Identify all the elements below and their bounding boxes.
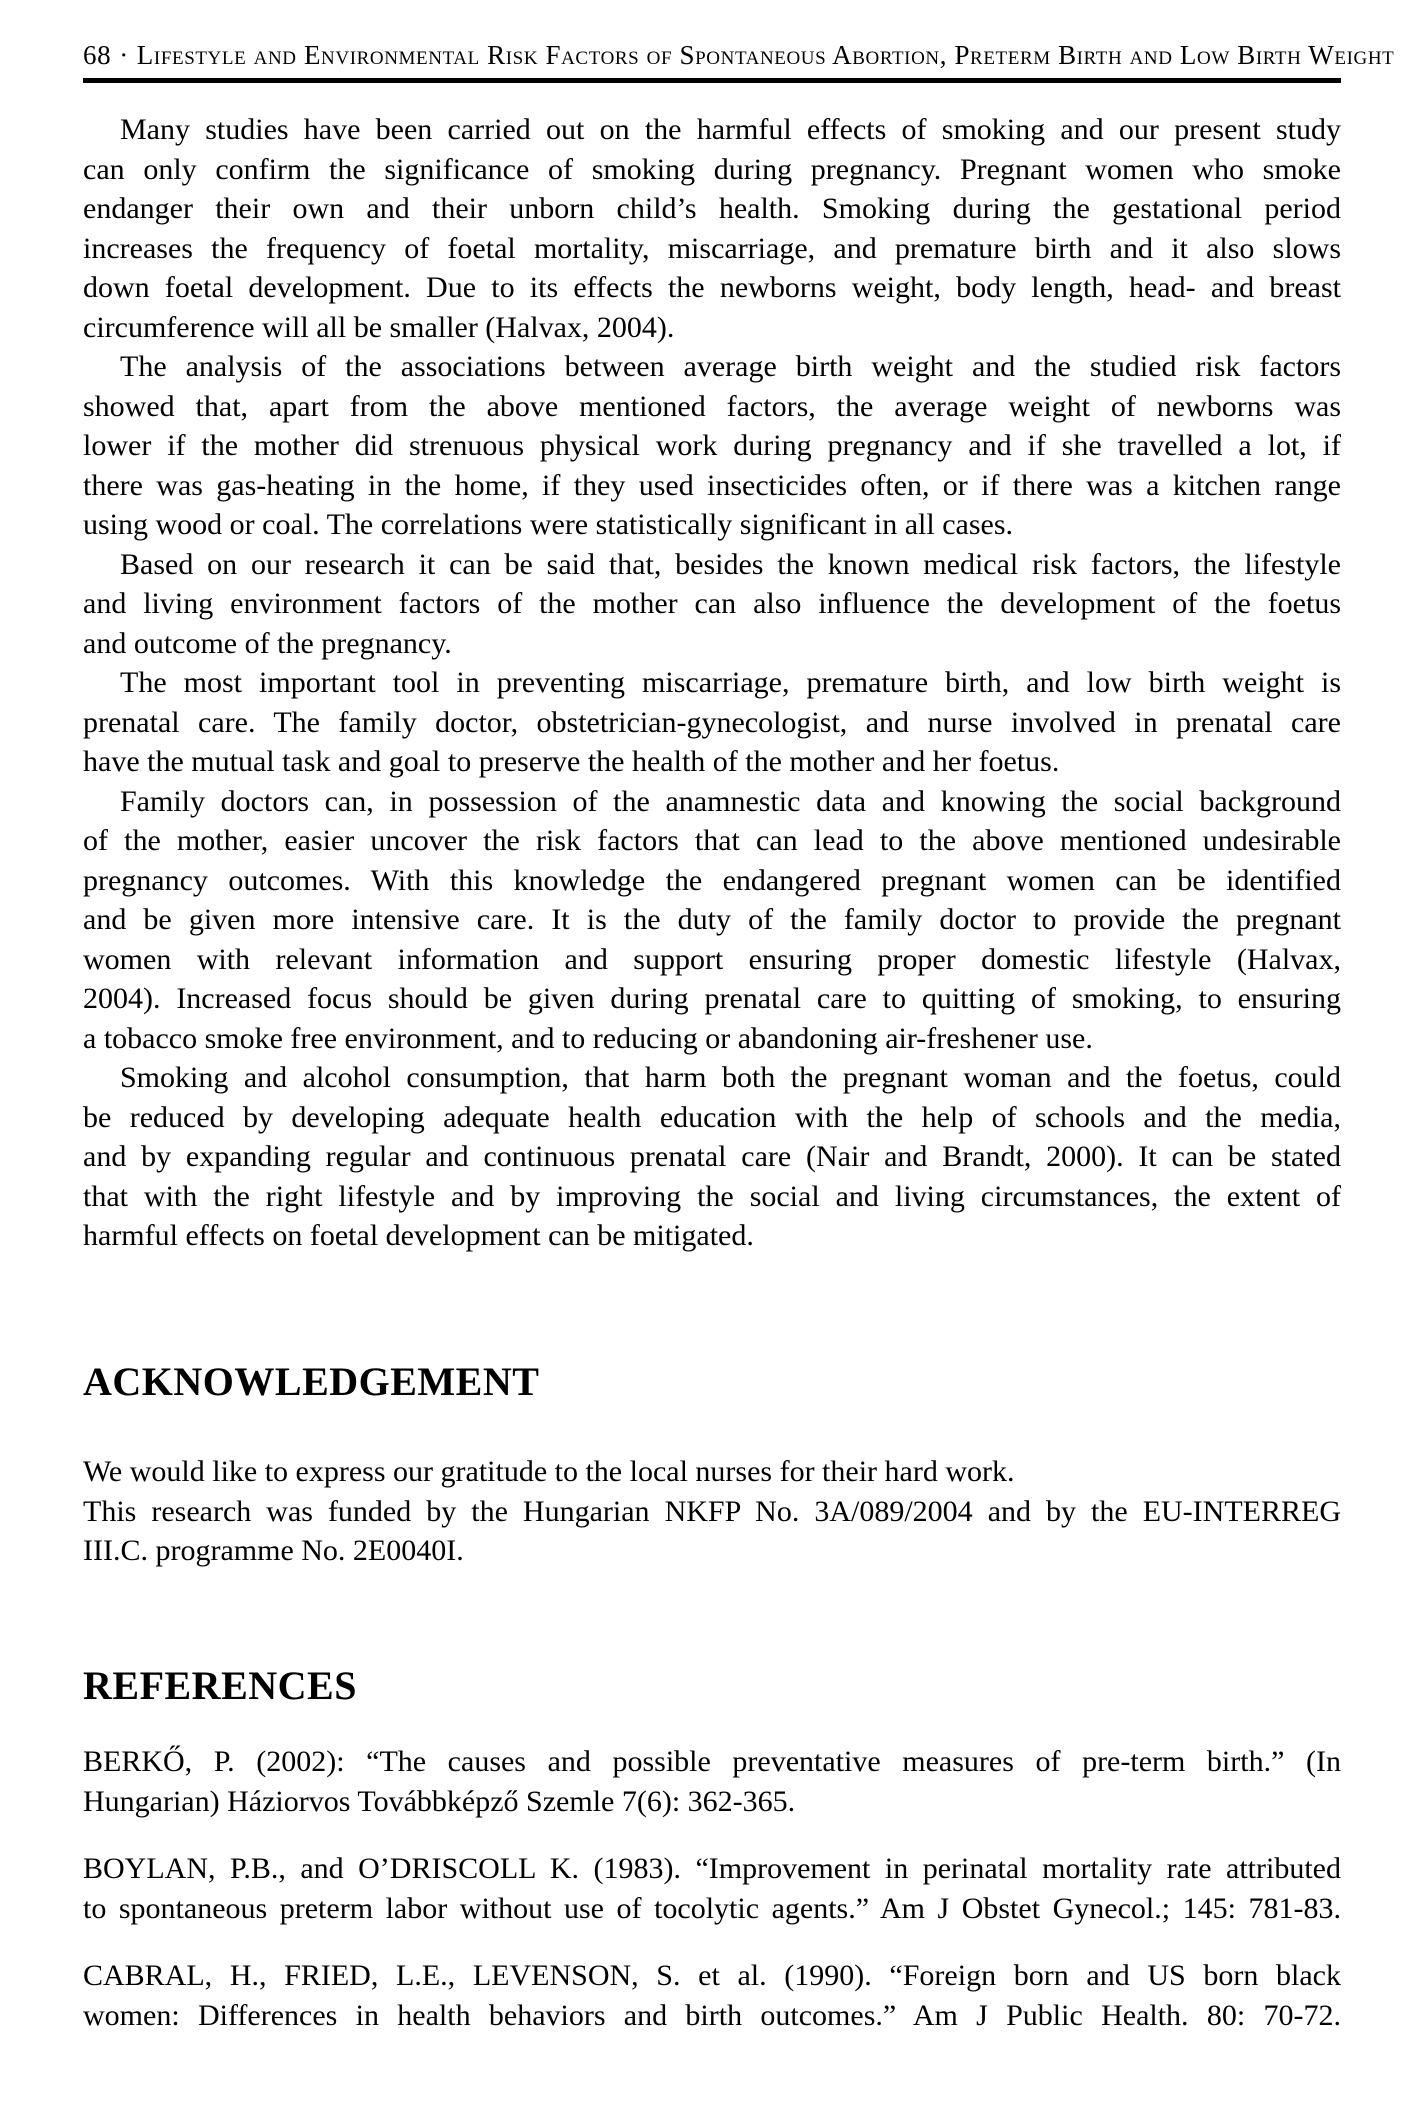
text-line: can only confirm the significance of smoking during pregnancy. Pregnant women who smoke [83, 152, 1341, 186]
text-line: pregnancy outcomes. With this knowledge the endangered pregnant women can be identified [83, 863, 1341, 897]
text-line: and outcome of the pregnancy. [83, 626, 452, 660]
acknowledgement-text [83, 1452, 1341, 1571]
references-heading: REFERENCES [83, 1663, 357, 1708]
text-line: circumference will all be smaller (Halvax, 2004). [83, 310, 675, 344]
text-line: BOYLAN, P.B., and O’DRISCOLL K. (1983). “Improvement in perinatal mortality rate attributed [83, 1852, 1341, 1885]
text-line: of the mother, easier uncover the risk factors that can lead to the above mentioned undesirable [83, 824, 1341, 857]
text-line: Hungarian) Háziorvos Továbbképző Szemle 7(6): 362-365. [83, 1784, 796, 1818]
paragraph [83, 782, 1341, 1059]
text-line: be reduced by developing adequate health education with the help of schools and the media, [83, 1100, 1341, 1134]
text-line: and be given more intensive care. It is the duty of the family doctor to provide the pregnant [83, 903, 1341, 936]
text-line: Based on our research it can be said that, besides the known medical risk factors, the lifestyle [120, 547, 1341, 581]
paragraph [83, 1058, 1341, 1256]
text-line: The most important tool in preventing miscarriage, premature birth, and low birth weight is [120, 666, 1341, 699]
text-line: and living environment factors of the mother can also influence the development of the foetus [83, 587, 1341, 620]
text-line: and by expanding regular and continuous prenatal care (Nair and Brandt, 2000). It can be stated [83, 1140, 1341, 1173]
running-title: Lifestyle and Environmental Risk Factors of Spontaneous Abortion, Preterm Birth and Low Birth Weight [136, 40, 1395, 70]
paragraph [83, 663, 1341, 782]
reference-entry [83, 1849, 1341, 1928]
text-line: BERKŐ, P. (2002): “The causes and possible preventative measures of pre-term birth.” (In [83, 1745, 1341, 1778]
text-line: Family doctors can, in possession of the anamnestic data and knowing the social background [120, 784, 1341, 818]
text-line: Smoking and alcohol consumption, that harm both the pregnant woman and the foetus, could [120, 1061, 1341, 1094]
text-line: The analysis of the associations between average birth weight and the studied risk factors [120, 350, 1341, 383]
page-number: 68 [83, 40, 112, 70]
text-line: there was gas-heating in the home, if they used insecticides often, or if there was a kitchen range [83, 468, 1341, 502]
running-header [83, 40, 1395, 70]
text-line: that with the right lifestyle and by improving the social and living circumstances, the extent of [83, 1179, 1341, 1213]
header-separator-dot: · [119, 40, 129, 70]
text-line: increases the frequency of foetal mortality, miscarriage, and premature birth and it also slows [83, 231, 1341, 265]
paragraph [83, 545, 1341, 664]
body-text [83, 110, 1341, 1256]
paragraph [83, 110, 1341, 347]
paragraph [83, 347, 1341, 545]
text-line: 2004). Increased focus should be given during prenatal care to quitting of smoking, to ensuring [83, 982, 1341, 1015]
text-line: have the mutual task and goal to preserve the health of the mother and her foetus. [83, 745, 1060, 778]
text-line: showed that, apart from the above mentioned factors, the average weight of newborns was [83, 389, 1341, 423]
reference-entry [83, 1956, 1341, 2035]
text-line: women: Differences in health behaviors and birth outcomes.” Am J Public Health. 80: 70-72. [83, 1998, 1341, 2032]
references-list [83, 1742, 1341, 2063]
header-rule [83, 78, 1341, 83]
text-line: CABRAL, H., FRIED, L.E., LEVENSON, S. et al. (1990). “Foreign born and US born black [83, 1959, 1341, 1992]
text-line: harmful effects on foetal development can be mitigated. [83, 1219, 754, 1252]
text-line: using wood or coal. The correlations were statistically significant in all cases. [83, 508, 1014, 541]
acknowledgement-heading: ACKNOWLEDGEMENT [83, 1359, 540, 1404]
text-line: We would like to express our gratitude to the local nurses for their hard work. [83, 1455, 1015, 1488]
text-line: women with relevant information and support ensuring proper domestic lifestyle (Halvax, [83, 942, 1341, 976]
text-line: a tobacco smoke free environment, and to reducing or abandoning air-freshener use. [83, 1021, 1093, 1055]
text-line: Many studies have been carried out on the harmful effects of smoking and our present study [120, 113, 1341, 146]
text-line: to spontaneous preterm labor without use of tocolytic agents.” Am J Obstet Gynecol.; 145: 781-83. [83, 1891, 1341, 1925]
reference-entry [83, 1742, 1341, 1821]
text-line: endanger their own and their unborn child’s health. Smoking during the gestational period [83, 192, 1341, 225]
text-line: This research was funded by the Hungarian NKFP No. 3A/089/2004 and by the EU-INTERREG [83, 1494, 1341, 1528]
text-line: III.C. programme No. 2E0040I. [83, 1534, 464, 1567]
text-line: lower if the mother did strenuous physical work during pregnancy and if she travelled a lot, if [83, 429, 1341, 462]
text-line: prenatal care. The family doctor, obstetrician-gynecologist, and nurse involved in prenatal care [83, 705, 1341, 739]
text-line: down foetal development. Due to its effects the newborns weight, body length, head- and breast [83, 271, 1341, 304]
